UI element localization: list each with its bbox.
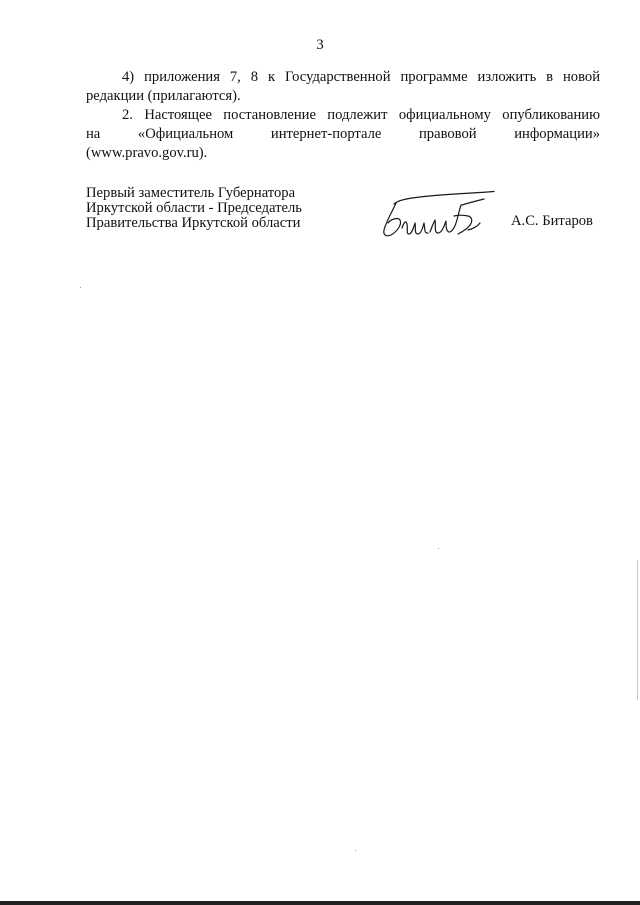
item-2-line-3: (www.pravo.gov.ru).	[86, 145, 208, 161]
signer-name: А.С. Битаров	[511, 213, 593, 229]
scan-speck	[438, 548, 439, 549]
document-body	[86, 68, 600, 163]
item-4-line-2: редакции (прилагаются).	[86, 88, 241, 104]
item-2-line-2: на «Официальном интернет-портале правовой информации»	[86, 126, 600, 142]
scan-edge-mark	[637, 560, 638, 700]
scan-speck	[80, 287, 81, 288]
page-number: 3	[316, 37, 324, 53]
signatory-title-line-2: Иркутской области - Председатель	[86, 200, 302, 216]
scan-speck	[355, 850, 356, 851]
signatory-title	[86, 186, 326, 231]
signatory-title-line-3: Правительства Иркутской области	[86, 215, 301, 231]
scan-bottom-edge	[0, 901, 640, 905]
item-2-line-1: 2. Настоящее постановление подлежит официальному опубликованию	[122, 107, 600, 123]
handwritten-signature	[376, 190, 498, 244]
signatory-title-line-1: Первый заместитель Губернатора	[86, 185, 296, 201]
item-4-line-1: 4) приложения 7, 8 к Государственной программе изложить в новой	[122, 69, 600, 85]
